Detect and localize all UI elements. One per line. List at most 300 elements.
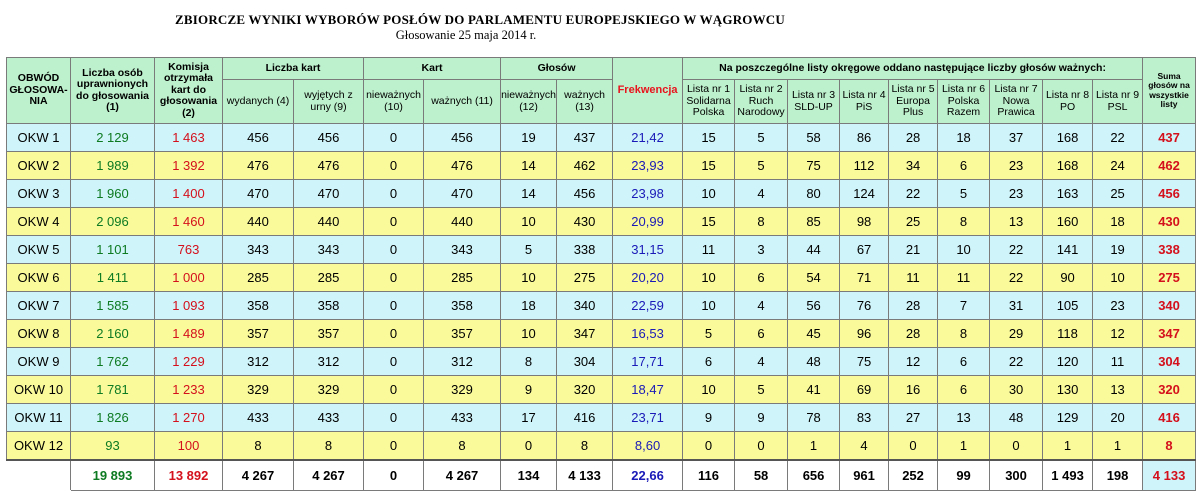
table-row [7, 432, 1196, 461]
cell-lista-2: 4 [735, 292, 788, 320]
cell-lista-5: 28 [889, 124, 938, 152]
cell-lista-8: 168 [1043, 152, 1093, 180]
cell-frekwencja: 23,98 [613, 180, 683, 208]
cell-lista-8: 141 [1043, 236, 1093, 264]
document-subtitle: Głosowanie 25 maja 2014 r. [395, 28, 537, 42]
header-lista-7: Lista nr 7 Nowa Prawica [990, 80, 1043, 124]
cell-obwod: OKW 3 [7, 180, 71, 208]
cell-lista-7: 29 [990, 320, 1043, 348]
cell-lista-6: 11 [938, 264, 990, 292]
cell-lista-4: 98 [840, 208, 889, 236]
cell-lista-5: 22 [889, 180, 938, 208]
cell-lista-6: 7 [938, 292, 990, 320]
cell-lista-5: 0 [889, 432, 938, 461]
header-obwod: OBWÓD GŁOSOWA-NIA [7, 58, 71, 124]
header-lista-4: Lista nr 4 PiS [840, 80, 889, 124]
cell-lista-6: 5 [938, 180, 990, 208]
cell-komisja: 1 229 [155, 348, 223, 376]
cell-kart-waznych: 476 [424, 152, 501, 180]
cell-lista-9: 19 [1093, 236, 1143, 264]
cell-wydanych: 476 [223, 152, 294, 180]
table-row [7, 404, 1196, 432]
cell-lista-4: 71 [840, 264, 889, 292]
cell-kart-niewaznych: 0 [364, 404, 424, 432]
cell-lista-7: 22 [990, 348, 1043, 376]
cell-lista-1: 15 [683, 208, 735, 236]
cell-glosow-niewaznych: 17 [501, 404, 557, 432]
cell-komisja: 1 463 [155, 124, 223, 152]
cell-kart-niewaznych: 0 [364, 236, 424, 264]
cell-frekwencja: 20,99 [613, 208, 683, 236]
cell-wyjetych: 285 [294, 264, 364, 292]
cell-wydanych: 8 [223, 432, 294, 461]
cell-lista-7: 0 [990, 432, 1043, 461]
cell-lista-2: 5 [735, 124, 788, 152]
cell-uprawnionych: 1 762 [71, 348, 155, 376]
header-liczba-kart: Liczba kart [223, 58, 364, 80]
cell-kart-waznych: 440 [424, 208, 501, 236]
cell-wyjetych: 470 [294, 180, 364, 208]
cell-kart-niewaznych: 0 [364, 208, 424, 236]
table-row [7, 376, 1196, 404]
cell-wyjetych: 358 [294, 292, 364, 320]
header-glosow: Głosów [501, 58, 613, 80]
header-frekwencja: Frekwencja [613, 58, 683, 124]
cell-lista-6: 8 [938, 208, 990, 236]
cell-uprawnionych: 1 989 [71, 152, 155, 180]
cell-lista-7: 48 [990, 404, 1043, 432]
cell-glosow-waznych: 275 [557, 264, 613, 292]
results-table [6, 57, 1196, 491]
cell-lista-9: 22 [1093, 124, 1143, 152]
cell-frekwencja: 21,42 [613, 124, 683, 152]
cell-wydanych: 343 [223, 236, 294, 264]
total-glosow-waznych: 4 133 [557, 460, 613, 491]
cell-lista-9: 24 [1093, 152, 1143, 180]
cell-lista-2: 3 [735, 236, 788, 264]
cell-glosow-waznych: 416 [557, 404, 613, 432]
header-lista-6: Lista nr 6 Polska Razem [938, 80, 990, 124]
cell-komisja: 1 400 [155, 180, 223, 208]
cell-uprawnionych: 2 096 [71, 208, 155, 236]
cell-lista-2: 6 [735, 264, 788, 292]
cell-komisja: 763 [155, 236, 223, 264]
cell-wyjetych: 312 [294, 348, 364, 376]
total-lista-4: 961 [840, 460, 889, 491]
cell-frekwencja: 22,59 [613, 292, 683, 320]
cell-glosow-niewaznych: 5 [501, 236, 557, 264]
cell-frekwencja: 18,47 [613, 376, 683, 404]
cell-lista-8: 129 [1043, 404, 1093, 432]
totals-row [7, 460, 1196, 491]
cell-komisja: 100 [155, 432, 223, 461]
cell-kart-niewaznych: 0 [364, 320, 424, 348]
header-lista-2: Lista nr 2 Ruch Narodowy [735, 80, 788, 124]
cell-suma: 304 [1143, 348, 1196, 376]
cell-lista-1: 10 [683, 376, 735, 404]
cell-lista-4: 112 [840, 152, 889, 180]
cell-lista-2: 4 [735, 348, 788, 376]
cell-lista-5: 27 [889, 404, 938, 432]
cell-lista-3: 1 [788, 432, 840, 461]
cell-lista-3: 75 [788, 152, 840, 180]
cell-wyjetych: 329 [294, 376, 364, 404]
cell-lista-2: 6 [735, 320, 788, 348]
cell-lista-9: 10 [1093, 264, 1143, 292]
cell-obwod: OKW 8 [7, 320, 71, 348]
cell-glosow-niewaznych: 10 [501, 320, 557, 348]
cell-komisja: 1 093 [155, 292, 223, 320]
cell-lista-8: 120 [1043, 348, 1093, 376]
cell-lista-6: 8 [938, 320, 990, 348]
cell-uprawnionych: 93 [71, 432, 155, 461]
cell-glosow-niewaznych: 18 [501, 292, 557, 320]
cell-lista-6: 6 [938, 376, 990, 404]
cell-glosow-waznych: 437 [557, 124, 613, 152]
cell-lista-9: 1 [1093, 432, 1143, 461]
cell-suma: 416 [1143, 404, 1196, 432]
total-kart-waznych: 4 267 [424, 460, 501, 491]
cell-kart-niewaznych: 0 [364, 152, 424, 180]
cell-glosow-niewaznych: 14 [501, 152, 557, 180]
cell-glosow-waznych: 456 [557, 180, 613, 208]
cell-kart-waznych: 343 [424, 236, 501, 264]
cell-kart-niewaznych: 0 [364, 264, 424, 292]
cell-obwod: OKW 6 [7, 264, 71, 292]
cell-lista-7: 13 [990, 208, 1043, 236]
cell-kart-waznych: 357 [424, 320, 501, 348]
header-uprawnionych: Liczba osób uprawnionych do głosowania (1) [71, 58, 155, 124]
cell-obwod: OKW 11 [7, 404, 71, 432]
cell-komisja: 1 233 [155, 376, 223, 404]
cell-lista-7: 30 [990, 376, 1043, 404]
cell-suma: 8 [1143, 432, 1196, 461]
cell-glosow-niewaznych: 10 [501, 208, 557, 236]
cell-uprawnionych: 1 411 [71, 264, 155, 292]
cell-lista-7: 23 [990, 152, 1043, 180]
cell-lista-6: 6 [938, 348, 990, 376]
cell-lista-1: 9 [683, 404, 735, 432]
cell-glosow-niewaznych: 0 [501, 432, 557, 461]
cell-obwod: OKW 4 [7, 208, 71, 236]
cell-kart-niewaznych: 0 [364, 124, 424, 152]
cell-wyjetych: 433 [294, 404, 364, 432]
cell-lista-8: 163 [1043, 180, 1093, 208]
cell-lista-4: 96 [840, 320, 889, 348]
cell-lista-1: 6 [683, 348, 735, 376]
totals-blank-cell [7, 460, 71, 491]
cell-kart-waznych: 470 [424, 180, 501, 208]
cell-lista-3: 41 [788, 376, 840, 404]
cell-lista-8: 105 [1043, 292, 1093, 320]
total-wydanych: 4 267 [223, 460, 294, 491]
cell-lista-5: 28 [889, 292, 938, 320]
cell-kart-waznych: 433 [424, 404, 501, 432]
total-lista-3: 656 [788, 460, 840, 491]
cell-lista-4: 86 [840, 124, 889, 152]
cell-glosow-waznych: 304 [557, 348, 613, 376]
cell-lista-4: 75 [840, 348, 889, 376]
cell-suma: 340 [1143, 292, 1196, 320]
cell-glosow-waznych: 340 [557, 292, 613, 320]
cell-glosow-waznych: 338 [557, 236, 613, 264]
total-lista-7: 300 [990, 460, 1043, 491]
cell-lista-4: 83 [840, 404, 889, 432]
cell-lista-3: 54 [788, 264, 840, 292]
header-wydanych: wydanych (4) [223, 80, 294, 124]
cell-lista-9: 12 [1093, 320, 1143, 348]
cell-lista-5: 21 [889, 236, 938, 264]
table-row [7, 180, 1196, 208]
header-glosow-niewaznych: nieważnych (12) [501, 80, 557, 124]
table-row [7, 124, 1196, 152]
total-wyjetych: 4 267 [294, 460, 364, 491]
cell-lista-7: 31 [990, 292, 1043, 320]
cell-lista-1: 15 [683, 124, 735, 152]
cell-kart-niewaznych: 0 [364, 180, 424, 208]
total-glosow-niewaznych: 134 [501, 460, 557, 491]
cell-uprawnionych: 2 160 [71, 320, 155, 348]
cell-lista-4: 124 [840, 180, 889, 208]
cell-wydanych: 456 [223, 124, 294, 152]
cell-lista-4: 4 [840, 432, 889, 461]
cell-lista-3: 48 [788, 348, 840, 376]
cell-lista-2: 0 [735, 432, 788, 461]
cell-glosow-waznych: 462 [557, 152, 613, 180]
cell-frekwencja: 23,93 [613, 152, 683, 180]
total-lista-2: 58 [735, 460, 788, 491]
cell-lista-3: 56 [788, 292, 840, 320]
cell-frekwencja: 31,15 [613, 236, 683, 264]
cell-lista-8: 130 [1043, 376, 1093, 404]
cell-wydanych: 329 [223, 376, 294, 404]
table-row [7, 236, 1196, 264]
header-lista-9: Lista nr 9 PSL [1093, 80, 1143, 124]
cell-obwod: OKW 7 [7, 292, 71, 320]
cell-wyjetych: 456 [294, 124, 364, 152]
cell-lista-8: 1 [1043, 432, 1093, 461]
cell-kart-waznych: 456 [424, 124, 501, 152]
cell-uprawnionych: 1 960 [71, 180, 155, 208]
header-lista-3: Lista nr 3 SLD-UP [788, 80, 840, 124]
total-suma: 4 133 [1143, 460, 1196, 491]
cell-glosow-niewaznych: 14 [501, 180, 557, 208]
cell-lista-3: 44 [788, 236, 840, 264]
table-row [7, 208, 1196, 236]
cell-lista-3: 85 [788, 208, 840, 236]
cell-wydanych: 440 [223, 208, 294, 236]
cell-lista-8: 168 [1043, 124, 1093, 152]
cell-lista-3: 80 [788, 180, 840, 208]
cell-lista-7: 23 [990, 180, 1043, 208]
document-title: ZBIORCZE WYNIKI WYBORÓW POSŁÓW DO PARLAMENTU EUROPEJSKIEGO W WĄGROWCU [175, 12, 785, 27]
cell-frekwencja: 23,71 [613, 404, 683, 432]
cell-lista-8: 118 [1043, 320, 1093, 348]
header-lista-5: Lista nr 5 Europa Plus [889, 80, 938, 124]
cell-lista-9: 20 [1093, 404, 1143, 432]
cell-glosow-waznych: 8 [557, 432, 613, 461]
table-row [7, 264, 1196, 292]
cell-lista-1: 10 [683, 292, 735, 320]
header-listy-group: Na poszczególne listy okręgowe oddano następujące liczby głosów ważnych: [683, 58, 1143, 80]
cell-kart-niewaznych: 0 [364, 292, 424, 320]
cell-kart-waznych: 329 [424, 376, 501, 404]
cell-lista-3: 45 [788, 320, 840, 348]
cell-glosow-waznych: 430 [557, 208, 613, 236]
total-kart-niewaznych: 0 [364, 460, 424, 491]
cell-lista-2: 9 [735, 404, 788, 432]
cell-lista-4: 67 [840, 236, 889, 264]
cell-lista-1: 0 [683, 432, 735, 461]
cell-uprawnionych: 1 585 [71, 292, 155, 320]
cell-lista-9: 18 [1093, 208, 1143, 236]
header-kart-waznych: ważnych (11) [424, 80, 501, 124]
cell-lista-2: 5 [735, 152, 788, 180]
cell-frekwencja: 20,20 [613, 264, 683, 292]
cell-lista-7: 22 [990, 264, 1043, 292]
total-uprawnionych: 19 893 [71, 460, 155, 491]
cell-wyjetych: 357 [294, 320, 364, 348]
total-lista-1: 116 [683, 460, 735, 491]
cell-lista-1: 5 [683, 320, 735, 348]
cell-komisja: 1 270 [155, 404, 223, 432]
cell-obwod: OKW 5 [7, 236, 71, 264]
cell-lista-2: 8 [735, 208, 788, 236]
cell-suma: 320 [1143, 376, 1196, 404]
total-frekwencja: 22,66 [613, 460, 683, 491]
cell-lista-4: 76 [840, 292, 889, 320]
cell-lista-6: 6 [938, 152, 990, 180]
cell-obwod: OKW 1 [7, 124, 71, 152]
cell-glosow-niewaznych: 8 [501, 348, 557, 376]
cell-lista-8: 160 [1043, 208, 1093, 236]
cell-lista-5: 16 [889, 376, 938, 404]
cell-glosow-waznych: 347 [557, 320, 613, 348]
table-body [7, 124, 1196, 491]
cell-lista-5: 11 [889, 264, 938, 292]
header-komisja: Komisja otrzymała kart do głosowania (2) [155, 58, 223, 124]
cell-lista-3: 58 [788, 124, 840, 152]
cell-lista-5: 34 [889, 152, 938, 180]
cell-lista-2: 5 [735, 376, 788, 404]
cell-wyjetych: 440 [294, 208, 364, 236]
cell-lista-6: 1 [938, 432, 990, 461]
cell-lista-6: 10 [938, 236, 990, 264]
cell-frekwencja: 17,71 [613, 348, 683, 376]
table-row [7, 348, 1196, 376]
cell-frekwencja: 16,53 [613, 320, 683, 348]
cell-wydanych: 358 [223, 292, 294, 320]
cell-lista-9: 13 [1093, 376, 1143, 404]
total-lista-5: 252 [889, 460, 938, 491]
cell-suma: 430 [1143, 208, 1196, 236]
cell-lista-5: 25 [889, 208, 938, 236]
cell-lista-6: 18 [938, 124, 990, 152]
header-lista-1: Lista nr 1 Solidarna Polska [683, 80, 735, 124]
cell-lista-3: 78 [788, 404, 840, 432]
total-komisja: 13 892 [155, 460, 223, 491]
cell-komisja: 1 460 [155, 208, 223, 236]
cell-lista-1: 10 [683, 264, 735, 292]
table-header [7, 58, 1196, 124]
cell-lista-7: 37 [990, 124, 1043, 152]
cell-obwod: OKW 9 [7, 348, 71, 376]
cell-suma: 456 [1143, 180, 1196, 208]
total-lista-8: 1 493 [1043, 460, 1093, 491]
cell-lista-5: 12 [889, 348, 938, 376]
cell-kart-waznych: 358 [424, 292, 501, 320]
cell-komisja: 1 392 [155, 152, 223, 180]
cell-glosow-niewaznych: 10 [501, 264, 557, 292]
cell-glosow-niewaznych: 19 [501, 124, 557, 152]
header-lista-8: Lista nr 8 PO [1043, 80, 1093, 124]
cell-lista-8: 90 [1043, 264, 1093, 292]
cell-uprawnionych: 1 781 [71, 376, 155, 404]
cell-wyjetych: 343 [294, 236, 364, 264]
cell-obwod: OKW 2 [7, 152, 71, 180]
cell-lista-4: 69 [840, 376, 889, 404]
header-kart-niewaznych: nieważnych (10) [364, 80, 424, 124]
cell-wydanych: 312 [223, 348, 294, 376]
cell-lista-1: 15 [683, 152, 735, 180]
cell-komisja: 1 000 [155, 264, 223, 292]
cell-kart-waznych: 285 [424, 264, 501, 292]
cell-glosow-niewaznych: 9 [501, 376, 557, 404]
cell-wyjetych: 476 [294, 152, 364, 180]
cell-suma: 338 [1143, 236, 1196, 264]
cell-obwod: OKW 12 [7, 432, 71, 461]
table-row [7, 320, 1196, 348]
cell-wyjetych: 8 [294, 432, 364, 461]
cell-komisja: 1 489 [155, 320, 223, 348]
cell-wydanych: 470 [223, 180, 294, 208]
cell-kart-waznych: 8 [424, 432, 501, 461]
cell-lista-5: 28 [889, 320, 938, 348]
header-glosow-waznych: ważnych (13) [557, 80, 613, 124]
cell-lista-7: 22 [990, 236, 1043, 264]
cell-uprawnionych: 1 101 [71, 236, 155, 264]
cell-suma: 347 [1143, 320, 1196, 348]
cell-obwod: OKW 10 [7, 376, 71, 404]
cell-lista-2: 4 [735, 180, 788, 208]
cell-uprawnionych: 2 129 [71, 124, 155, 152]
cell-kart-niewaznych: 0 [364, 348, 424, 376]
cell-lista-1: 10 [683, 180, 735, 208]
cell-suma: 275 [1143, 264, 1196, 292]
cell-frekwencja: 8,60 [613, 432, 683, 461]
header-kart: Kart [364, 58, 501, 80]
cell-wydanych: 285 [223, 264, 294, 292]
header-suma: Suma głosów na wszystkie listy [1143, 58, 1196, 124]
cell-lista-9: 25 [1093, 180, 1143, 208]
cell-lista-6: 13 [938, 404, 990, 432]
cell-uprawnionych: 1 826 [71, 404, 155, 432]
cell-lista-9: 23 [1093, 292, 1143, 320]
cell-wydanych: 433 [223, 404, 294, 432]
cell-kart-waznych: 312 [424, 348, 501, 376]
cell-glosow-waznych: 320 [557, 376, 613, 404]
table-row [7, 152, 1196, 180]
table-row [7, 292, 1196, 320]
header-wyjetych: wyjętych z urny (9) [294, 80, 364, 124]
total-lista-6: 99 [938, 460, 990, 491]
cell-kart-niewaznych: 0 [364, 432, 424, 461]
cell-lista-9: 11 [1093, 348, 1143, 376]
cell-wydanych: 357 [223, 320, 294, 348]
cell-lista-1: 11 [683, 236, 735, 264]
cell-kart-niewaznych: 0 [364, 376, 424, 404]
total-lista-9: 198 [1093, 460, 1143, 491]
